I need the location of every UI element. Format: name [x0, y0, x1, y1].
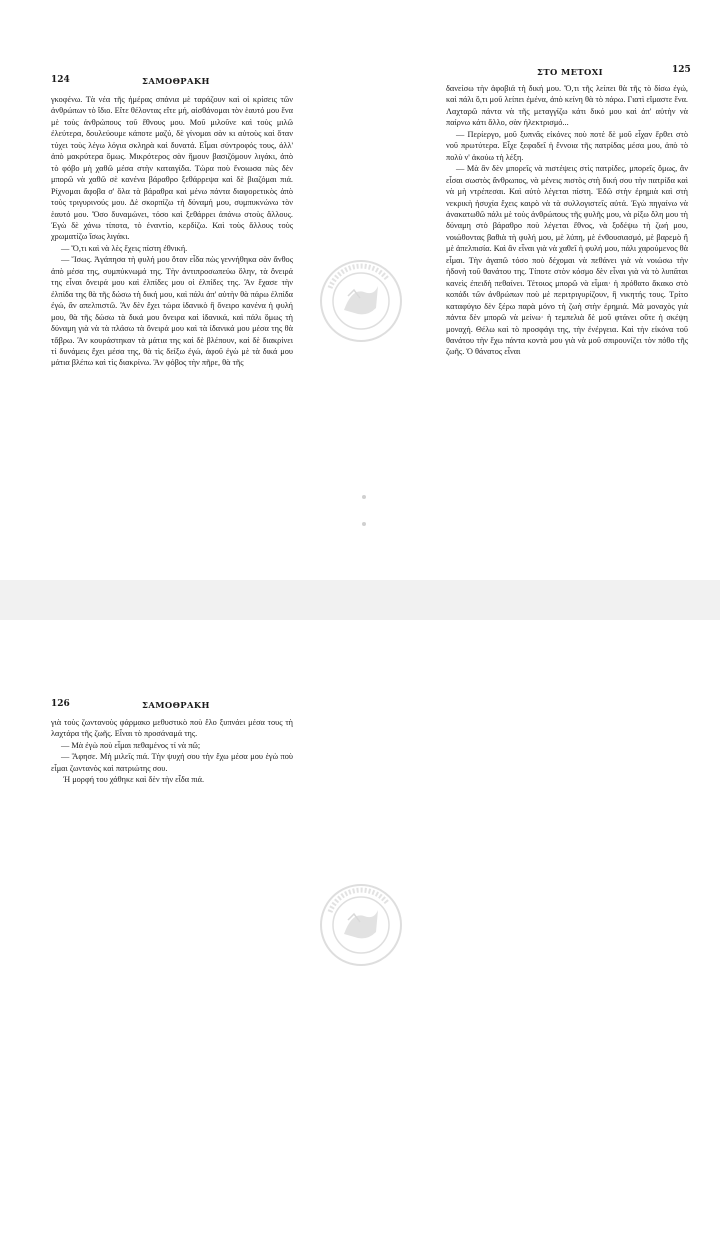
dialogue-line: — Ἄφησε. Μὴ μιλεῖς πιά. Τὴν ψυχή σου τὴν ἔχω μέσα μου ἐγὼ ποὺ εἶμαι ζωντανὸς καὶ πατριώτης σου.: [51, 752, 293, 773]
page-number-right: 125: [672, 65, 691, 75]
text-column-left: [51, 717, 293, 786]
paragraph: δανείσω τὴν ἀφοβιά τὴ δική μου. Ὅ,τι τῆς λείπει θὰ τῆς τὸ δίσω ἐγώ, καὶ πάλι ὅ,τι μοῦ λείπει ἐμένα, ἀπὸ κείνη θὰ τὸ πάρω. Γιατὶ εἴμαστε ἕνα. Λαχταρῶ πάντα νὰ τῆς μεταγγίζω κάτι δικό μου καὶ ἀπ' αὐτὴν νὰ παίρνω κάτι ἄλλο, σὰν ἠλεκτρισμό...: [446, 84, 688, 128]
running-head-left: ΣΑΜΟΘΡΑΚΗ: [142, 76, 210, 86]
gutter-dot: [362, 495, 366, 499]
running-head-left: ΣΑΜΟΘΡΑΚΗ: [142, 700, 210, 710]
dialogue-line: — Μὰ ἂν δὲν μπορεῖς νὰ πιστέψεις στὶς πατρίδες, μπορεῖς ὅμως, ἂν εἶσαι σωστὸς ἄνθρωπος, νὰ μένεις πιστὸς στὴ δική σου τὴν πατρίδα καὶ νὰ μὴ ντρέπεσαι. Καὶ αὐτὸ λέγεται πίστη. Ἐδῶ στὴν ἐρημιὰ καὶ στὴ νεκρικὴ ἡσυχία ἔχεις καιρὸ νὰ τὰ συλλογιστεῖς αὐτά. Ἐγὼ πηγαίνω νὰ ἀνακατωθῶ πάλι μὲ τοὺς ἀνθρώπους τῆς φυλῆς μου, νὰ ρίξω ὅλη μου τὴ δύναμη στὸ βάραθρο ποὺ λέγεται ἔθνος, νὰ ξοδέψω τὴ ζωή μου, νοιώθοντας βαθιὰ τὴ φυλή μου, μὲ λύπη, μὲ ἐνθουσιασμό, μὲ βαρεμὸ ἢ μὲ ἀπελπισία. Καὶ ἂν εἶναι γιὰ νὰ χαθεῖ ἡ φυλή μου, πάλι χαρούμενος θὰ εἶμαι. Τὴν ἀγαπῶ τόσο ποὺ δέχομαι νὰ πεθάνει γιὰ νὰ νοιώσω τὴν ἡδονὴ τοῦ θανάτου της. Τίποτε στὸν κόσμο δὲν εἶναι γιὰ νὰ τὸ λυπᾶται κανεὶς ἐπειδὴ πεθαίνει. Τέτοιος μπορῶ νὰ εἶμαι· ἡ πρόθατο ἄκακο στὸ κοπάδι τῶν ἀνθρώπων ποὺ μὲ περιτριγυρίζουν, ἢ νικητής τους. Τρίτο καταφύγιο δὲν ξέρω παρὰ μόνο τὴ ζωὴ στὴν ἐρημιά. Μὰ μοναχὸς γιὰ πάντα δὲν μπορῶ νὰ μείνω· ἡ τεμπελιὰ δὲ μοῦ φτάνει οὔτε ἡ σκέψη μοναχή. Θέλω καὶ τὸ προσφάγι της, τὴν ἐνέργεια. Καὶ τὴν εἰκόνα τοῦ θανάτου τὴν ἔχω πάντα κοντὰ μου γιὰ νὰ μοῦ σπιρουνίζει τὸν πόθο τῆς ζωῆς. Ὁ θάνατος εἶναι: [446, 164, 688, 357]
text-column-left: [51, 94, 293, 369]
paragraph: γκοφένω. Τὰ νέα τῆς ἡμέρας σπάνια μὲ ταράζουν καὶ οἱ κρίσεις τῶν ἀνθρώπων τὸ ἴδιο. Εἴτε θέλοντας εἴτε μή, αἰσθάνομαι τὸν ἑαυτό μου ἕνα μὲ τοὺς ἀνθρώπους τοῦ ἔθνους μου. Μοῦ μιλοῦνε καὶ τοὺς μιλῶ ἐλεύτερα, δουλεύουμε κάποτε μαζύ, δὲ γίνομαι σὰν κι αὐτοὺς καὶ ὅταν τύχει τοὺς λέγω λόγια σκληρὰ καὶ δυνατά. Εἶμαι σύντροφός τους, ἀλλ' ἀπὸ μακρύτερα ὅμως. Μικρότερος σὰν ἥμουν βασιζόμουν λιγάκι, ἀπὸ τὸ φόβο μὴ χαθῶ μέσα στὴν καταιγίδα. Τώρα ποὺ ἔνοιωσα πὼς δὲν μπορῶ νὰ χαθῶ σὲ κανένα βάραθρο ξεθάρρεψα καὶ δὲ βιαζόμαι πιά. Ρίχνομαι ἄφοβα σ' ὅλα τὰ βάραθρα καὶ μένω πάντα διαφορετικὸς ἀπὸ τοὺς τριγυρινούς μου. Δὲ σκορπίζω τὴ δύναμή μου, συμπυκνώνω τὸν ἑαυτό μου. Ὅσο δυναμώνει, τόσο καὶ ξεθάρρει ἀπάνω στοὺς ἄλλους. Ἐγὼ δὲ χάνω τίποτα, τὸ ἐναντίο, κερδίζω. Καὶ τοὺς ἄλλους τοὺς χρωματίζω ἴσως λιγάκι.: [51, 95, 293, 242]
library-seal-icon: [318, 882, 404, 968]
gutter-dot: [362, 522, 366, 526]
running-head-right: ΣΤΟ ΜΕΤΟΧΙ: [537, 67, 603, 77]
text-column-right: [446, 83, 688, 358]
dialogue-line: — Ἴσως. Ἀγάπησα τὴ φυλή μου ὅταν εἶδα πὼς γεννήθηκα σὰν ἄνθος ἀπὸ μέσα της, συμπύκνωμά της. Τὴν ἀντιπροσωπεύω ὅλην, τὰ ὄνειρά της εἶναι ὄνειρά μου καὶ ἐλπίδες μου οἱ ἐλπίδες της. Ἂν ἔχασε τὴν ἐλπίδα της θὰ τῆς δώσω τὴ δική μου, καὶ πάλι ἀπ' αὐτὴν θὰ πάρω ἐλπίδα ἐγώ, ἂν απελπιστῶ. Ἂν δὲν ἔχει τώρα ἰδανικὸ ἢ ὄνειρο κανένα ἡ φυλή μου, θὰ τῆς δώσω τὰ δικά μου ὄνειρα καὶ ἰδανικά, καὶ πάλι ὅμως τὴ δύναμη γιὰ νὰ τὰ πλάσω τὰ ὄνειρά μου καὶ τὰ ἰδανικά μου μέσα της θὰ τἄβρω. Ἂν κουράστηκαν τὰ μάτια της καὶ δὲ βλέπουν, καὶ δὲ διακρίνει τί δυνάμεις ἔχει μέσα της, θὰ τὶς δείξω ἐγώ, ἀφοῦ ἐγὼ μὲ τὰ δικά μου μάτια βλέπω καὶ τὶς διακρίνω. Ἂν φόβος τὴν πῆρε, θὰ τῆς: [51, 255, 293, 368]
page-number-left: 124: [51, 75, 70, 85]
library-seal-icon: [318, 258, 404, 344]
paragraph: Ἡ μορφή του χάθηκε καὶ δὲν τὴν εἶδα πιά.: [63, 775, 205, 785]
page-number-left: 126: [51, 699, 70, 709]
sheet-divider: [0, 580, 720, 620]
top-spread: [0, 0, 720, 580]
bottom-spread: [0, 620, 720, 1235]
dialogue-line: — Μὰ ἐγὼ ποὺ εἶμαι πεθαμένος τί νὰ πῶ;: [61, 740, 201, 750]
dialogue-line: — Περίεργο, μοῦ ξυπνᾶς εἰκόνες ποὺ ποτὲ δὲ μοῦ εἶχαν ἔρθει στὸ νοῦ πρωτύτερα. Εἶχε ξεφαδεῖ ἡ ἔννοια τῆς πατρίδας μέσα μου, ἀπὸ τὸ πολὺ ν' ἀκούω τὴ λέξη.: [446, 129, 688, 162]
paragraph: γιὰ τοὺς ζωντανοὺς φάρμακο μεθυστικὸ ποὺ ἔλο ξυπνάει μέσα τους τὴ λαχτάρα τῆς ζωῆς. Εἶναι τὸ προσάναμά της.: [51, 718, 293, 739]
dialogue-line: — Ὅ,τι καὶ νὰ λὲς ἔχεις πίστη ἐθνική.: [61, 243, 188, 253]
